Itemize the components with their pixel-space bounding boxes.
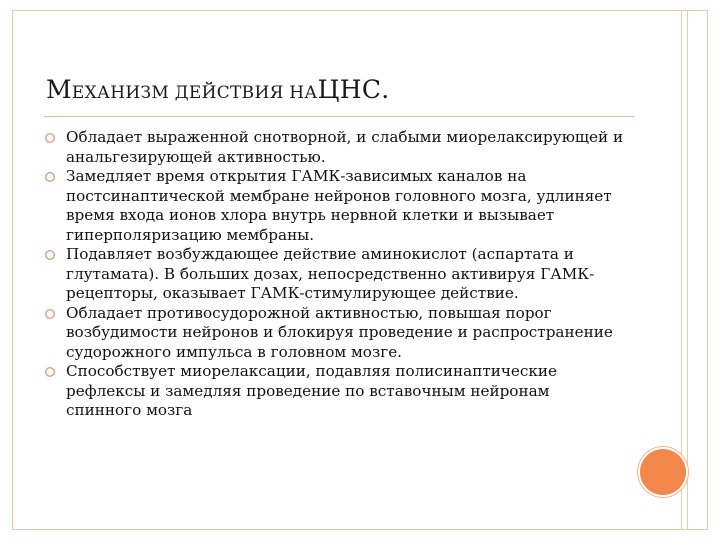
bullet-text: Замедляет время открытия ГАМК-зависимых каналов на постсинаптической мембране нейронов головного мозга, удлиняет время входа ионов хлора внутрь нервной клетки и вызывает гиперполяризацию мембраны. — [66, 167, 612, 244]
accent-circle — [640, 449, 686, 495]
title-tail: ЦНС. — [317, 75, 390, 104]
ring-bullet-icon — [44, 249, 56, 261]
bullet-text: Подавляет возбуждающее действие аминокислот (аспартата и глутамата). В больших дозах, непосредственно активируя ГАМК-рецепторы, оказывает ГАМК-стимулирующее действие. — [66, 245, 595, 302]
list-item — [44, 304, 629, 363]
frame-guide-line — [681, 11, 682, 529]
bullet-text: Обладает выраженной снотворной, и слабыми миорелаксирующей и анальгезирующей активностью. — [66, 128, 624, 166]
ring-bullet-icon — [44, 366, 56, 378]
title-smallcaps: ЕХАНИЗМ ДЕЙСТВИЯ НА — [71, 83, 318, 103]
ring-bullet-icon — [44, 308, 56, 320]
bullet-text: Обладает противосудорожной активностью, повышая порог возбудимости нейронов и блокируя проведение и распространение судорожного импульса в головном мозге. — [66, 303, 613, 361]
bullet-list — [44, 128, 629, 421]
frame-guide-line — [687, 11, 688, 529]
list-item — [44, 362, 629, 421]
list-item — [44, 167, 629, 245]
list-item — [44, 245, 629, 304]
bullet-text: Способствует миорелаксации, подавляя полисинаптические рефлексы и замедляя проведение по вставочным нейронам спинного мозга — [66, 362, 557, 419]
title-cap: М — [46, 75, 72, 104]
title-divider — [44, 116, 634, 117]
ring-bullet-icon — [44, 171, 56, 183]
slide-title — [46, 75, 606, 104]
list-item — [44, 128, 629, 167]
ring-bullet-icon — [44, 132, 56, 144]
